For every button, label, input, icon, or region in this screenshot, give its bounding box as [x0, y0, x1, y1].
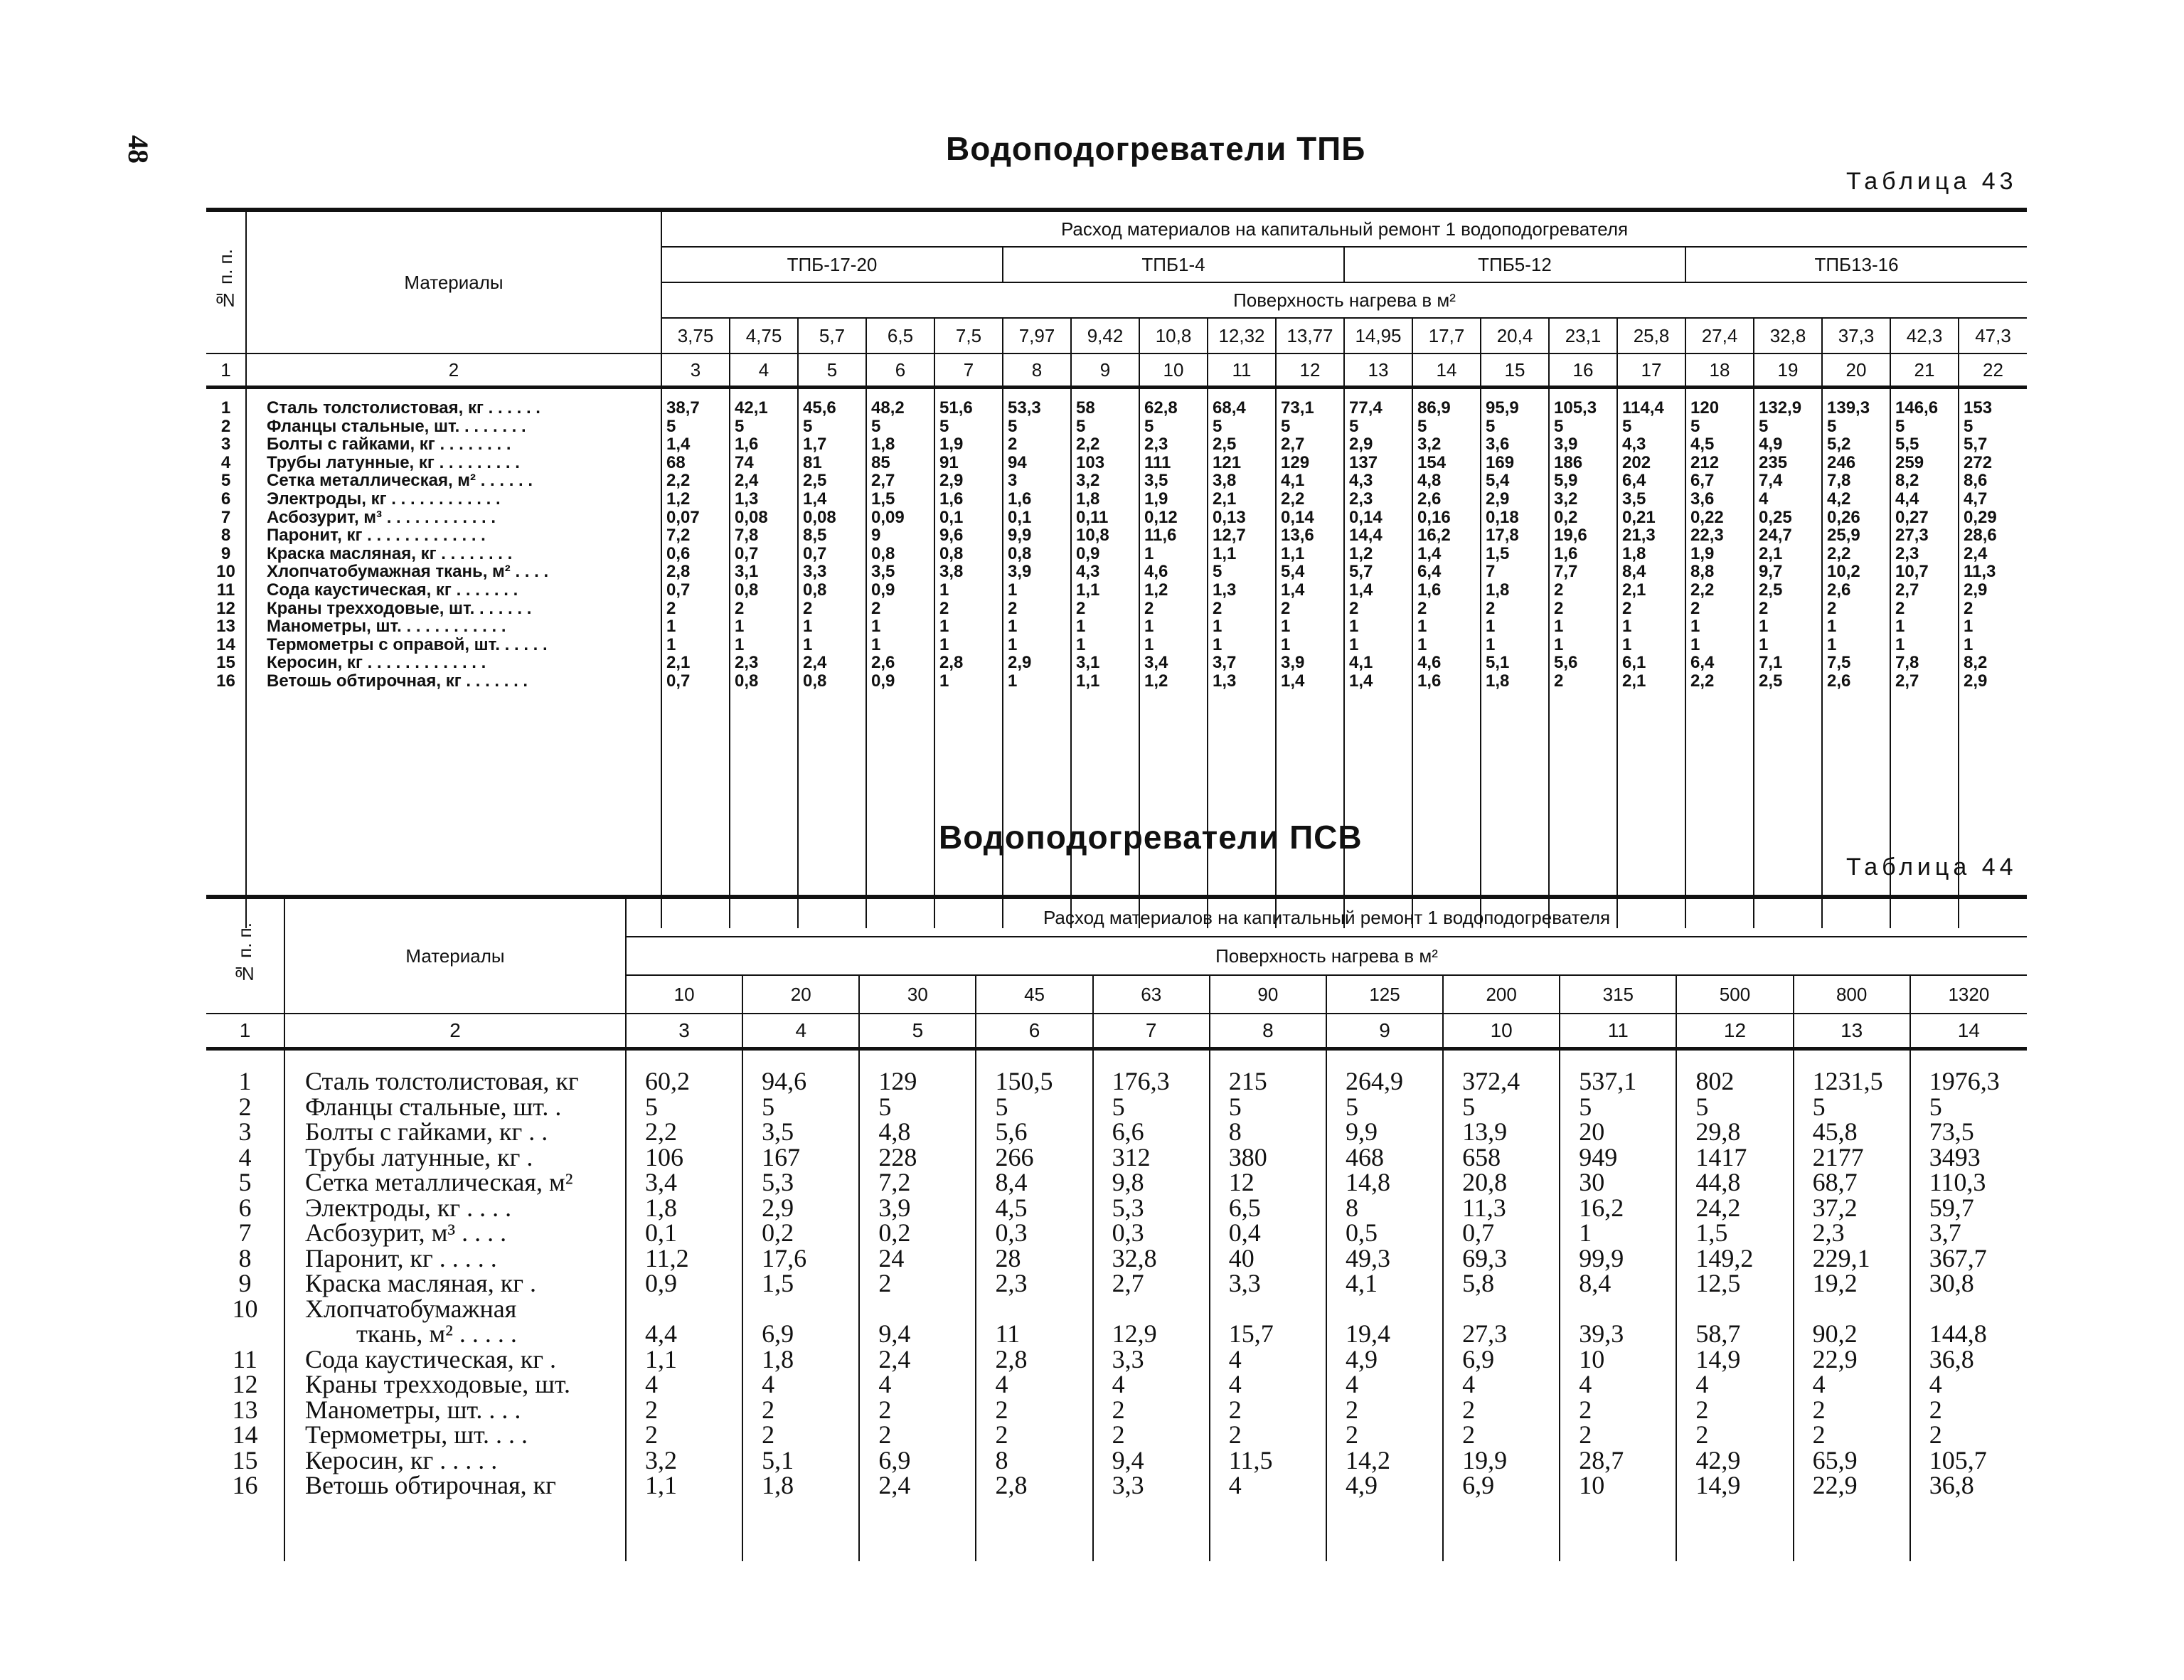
value-column: 150,5 5 5,6 266 8,4 4,5 0,3 28 2,3 11 2,8 4 2 2 8 2,8: [976, 1049, 1092, 1561]
value-column: 1976,3 5 73,5 3493 110,3 59,7 3,7 367,7 30,8 144,8 36,8 4 2 2 105,7 36,8: [1910, 1049, 2027, 1561]
column-number: 12: [1676, 1014, 1793, 1049]
surface-value: 45: [976, 975, 1092, 1014]
column-number: 16: [1549, 353, 1617, 388]
value-column: 45,6 5 1,7 81 2,5 1,4 0,08 8,5 0,7 3,3 0,8 2 1 1 2,4 0,8: [798, 388, 866, 928]
surface-value: 63: [1093, 975, 1210, 1014]
column-number: 5: [798, 353, 866, 388]
surface-value: 1320: [1910, 975, 2027, 1014]
column-number: 14: [1412, 353, 1481, 388]
column-number: 7: [934, 353, 1003, 388]
column-number: 22: [1959, 353, 2027, 388]
consumption-header: Расход материалов на капитальный ремонт 1 водоподогревателя: [626, 897, 2027, 937]
value-column: 38,7 5 1,4 68 2,2 1,2 0,07 7,2 0,6 2,8 0,7 2 1 1 2,1 0,7: [661, 388, 730, 928]
surface-value: 200: [1443, 975, 1560, 1014]
surface-value: 315: [1560, 975, 1676, 1014]
surface-value: 14,95: [1344, 318, 1412, 353]
materials-list: Сталь толстолистовая, кг Фланцы стальные, шт. . Болты с гайками, кг . . Трубы латунные, кг . Сетка металлическая, м² Электроды, кг . . . . Асбозурит, м³ . . . . Паронит, кг . . . . . Краска масляная, кг . Хлопчатобумажная ткань, м² . . . . . Сода каустическая, кг . Краны трехходовые, шт. Манометры, шт. . . . Термометры, шт. . . . Керосин, кг . . . . . Ветошь обтирочная, кг: [284, 1049, 626, 1561]
value-column: 146,6 5 5,5 259 8,2 4,4 0,27 27,3 2,3 10,7 2,7 2 1 1 7,8 2,7: [1890, 388, 1959, 928]
column-number: 14: [1910, 1014, 2027, 1049]
surface-value: 500: [1676, 975, 1793, 1014]
value-column: 73,1 5 2,7 129 4,1 2,2 0,14 13,6 1,1 5,4 1,4 2 1 1 3,9 1,4: [1276, 388, 1344, 928]
surface-value: 10: [626, 975, 742, 1014]
surface-value: 32,8: [1754, 318, 1822, 353]
row-numbers: 1 2 3 4 5 6 7 8 9 10 11 12 13 14 15 16: [232, 1067, 258, 1499]
value-column: 132,9 5 4,9 235 7,4 4 0,25 24,7 2,1 9,7 2,5 2 1 1 7,1 2,5: [1754, 388, 1822, 928]
surface-value: 42,3: [1890, 318, 1959, 353]
surface-value: 125: [1326, 975, 1443, 1014]
column-number: 8: [1210, 1014, 1326, 1049]
surface-value: 12,32: [1208, 318, 1276, 353]
surface-header: Поверхность нагрева в м²: [626, 937, 2027, 975]
surface-value: 5,7: [798, 318, 866, 353]
group-header: ТПБ5-12: [1344, 247, 1685, 282]
materials-header: Материалы: [246, 210, 661, 353]
group-header: ТПБ-17-20: [661, 247, 1003, 282]
column-number: 6: [866, 353, 934, 388]
value-column: 129 5 4,8 228 7,2 3,9 0,2 24 2 9,4 2,4 4 2 2 6,9 2,4: [859, 1049, 976, 1561]
surface-value: 27,4: [1685, 318, 1754, 353]
value-column: 53,3 5 2 94 3 1,6 0,1 9,9 0,8 3,9 1 2 1 1 2,9 1: [1003, 388, 1071, 928]
value-column: 60,2 5 2,2 106 3,4 1,8 0,1 11,2 0,9 4,4 1,1 4 2 2 3,2 1,1: [626, 1049, 742, 1561]
materials-list: Сталь толстолистовая, кг . . . . . . Фланцы стальные, шт. . . . . . . . Болты с гайками, кг . . . . . . . . Трубы латунные, кг . . . . . . . . . Сетка металлическая, м² . . . . . . Электроды, кг . . . . . . . . . . . . Асбозурит, м³ . . . . . . . . . . . . Паронит, кг . . . . . . . . . . . . . Краска масляная, кг . . . . . . . . Хлопчатобумажная ткань, м² . . . . Сода каустическая, кг . . . . . . . Краны трехходовые, шт. . . . . . . Манометры, шт. . . . . . . . . . . . Термометры с оправой, шт. . . . . . Керосин, кг . . . . . . . . . . . . . Ветошь обтирочная, кг . . . . . . .: [246, 388, 661, 928]
surface-value: 10,8: [1139, 318, 1208, 353]
value-column: 68,4 5 2,5 121 3,8 2,1 0,13 12,7 1,1 5 1,3 2 1 1 3,7 1,3: [1208, 388, 1276, 928]
column-number: 10: [1443, 1014, 1560, 1049]
value-column: 105,3 5 3,9 186 5,9 3,2 0,2 19,6 1,6 7,7 2 2 1 1 5,6 2: [1549, 388, 1617, 928]
value-column: 48,2 5 1,8 85 2,7 1,5 0,09 9 0,8 3,5 0,9 2 1 1 2,6 0,9: [866, 388, 934, 928]
column-number: 17: [1617, 353, 1685, 388]
column-number: 10: [1139, 353, 1208, 388]
surface-value: 37,3: [1822, 318, 1890, 353]
value-column: 139,3 5 5,2 246 7,8 4,2 0,26 25,9 2,2 10,2 2,6 2 1 1 7,5 2,6: [1822, 388, 1890, 928]
surface-value: 25,8: [1617, 318, 1685, 353]
column-number: 13: [1794, 1014, 1910, 1049]
value-column: 264,9 5 9,9 468 14,8 8 0,5 49,3 4,1 19,4 4,9 4 2 2 14,2 4,9: [1326, 1049, 1443, 1561]
value-column: 215 5 8 380 12 6,5 0,4 40 3,3 15,7 4 4 2 2 11,5 4: [1210, 1049, 1326, 1561]
table43-label: Таблица 43: [1846, 168, 2018, 195]
value-column: 42,1 5 1,6 74 2,4 1,3 0,08 7,8 0,7 3,1 0,8 2 1 1 2,3 0,8: [730, 388, 798, 928]
value-column: 114,4 5 4,3 202 6,4 3,5 0,21 21,3 1,8 8,4 2,1 2 1 1 6,1 2,1: [1617, 388, 1685, 928]
surface-value: 9,42: [1071, 318, 1139, 353]
surface-value: 20,4: [1481, 318, 1549, 353]
surface-value: 90: [1210, 975, 1326, 1014]
surface-value: 4,75: [730, 318, 798, 353]
table43-heading: Водоподогреватели ТПБ: [946, 130, 1366, 167]
column-number: 2: [284, 1014, 626, 1049]
column-number: 6: [976, 1014, 1092, 1049]
value-column: 62,8 5 2,3 111 3,5 1,9 0,12 11,6 1 4,6 1,2 2 1 1 3,4 1,2: [1139, 388, 1208, 928]
value-column: 51,6 5 1,9 91 2,9 1,6 0,1 9,6 0,8 3,8 1 2 1 1 2,8 1: [934, 388, 1003, 928]
materials-header: Материалы: [284, 897, 626, 1014]
value-column: 1231,5 5 45,8 2177 68,7 37,2 2,3 229,1 19,2 90,2 22,9 4 2 2 65,9 22,9: [1794, 1049, 1910, 1561]
surface-value: 30: [859, 975, 976, 1014]
surface-value: 6,5: [866, 318, 934, 353]
column-number: 1: [206, 353, 246, 388]
column-number: 7: [1093, 1014, 1210, 1049]
column-number: 9: [1326, 1014, 1443, 1049]
surface-value: 17,7: [1412, 318, 1481, 353]
column-number: 9: [1071, 353, 1139, 388]
surface-value: 7,97: [1003, 318, 1071, 353]
np-header: № п. п.: [206, 897, 284, 1014]
column-number: 2: [246, 353, 661, 388]
table44-heading: Водоподогреватели ПСВ: [939, 819, 1363, 856]
value-column: 95,9 5 3,6 169 5,4 2,9 0,18 17,8 1,5 7 1,8 2 1 1 5,1 1,8: [1481, 388, 1549, 928]
column-number: 5: [859, 1014, 976, 1049]
np-header: № п. п.: [206, 210, 246, 353]
surface-value: 3,75: [661, 318, 730, 353]
column-number: 20: [1822, 353, 1890, 388]
value-column: 372,4 5 13,9 658 20,8 11,3 0,7 69,3 5,8 27,3 6,9 4 2 2 19,9 6,9: [1443, 1049, 1560, 1561]
value-column: 77,4 5 2,9 137 4,3 2,3 0,14 14,4 1,2 5,7 1,4 2 1 1 4,1 1,4: [1344, 388, 1412, 928]
column-number: 19: [1754, 353, 1822, 388]
surface-value: 800: [1794, 975, 1910, 1014]
value-column: 94,6 5 3,5 167 5,3 2,9 0,2 17,6 1,5 6,9 1,8 4 2 2 5,1 1,8: [742, 1049, 859, 1561]
column-number: 21: [1890, 353, 1959, 388]
value-column: 58 5 2,2 103 3,2 1,8 0,11 10,8 0,9 4,3 1,1 2 1 1 3,1 1,1: [1071, 388, 1139, 928]
page-number: 48: [122, 135, 154, 164]
value-column: 153 5 5,7 272 8,6 4,7 0,29 28,6 2,4 11,3 2,9 2 1 1 8,2 2,9: [1959, 388, 2027, 928]
surface-value: 20: [742, 975, 859, 1014]
value-column: 176,3 5 6,6 312 9,8 5,3 0,3 32,8 2,7 12,9 3,3 4 2 2 9,4 3,3: [1093, 1049, 1210, 1561]
table44: [206, 895, 2027, 1561]
consumption-header: Расход материалов на капитальный ремонт 1 водоподогревателя: [661, 210, 2027, 247]
column-number: 18: [1685, 353, 1754, 388]
column-number: 13: [1344, 353, 1412, 388]
column-number: 3: [661, 353, 730, 388]
table44-label: Таблица 44: [1846, 854, 2018, 881]
column-number: 8: [1003, 353, 1071, 388]
surface-value: 7,5: [934, 318, 1003, 353]
column-number: 11: [1208, 353, 1276, 388]
column-number: 11: [1560, 1014, 1676, 1049]
column-number: 12: [1276, 353, 1344, 388]
value-column: 802 5 29,8 1417 44,8 24,2 1,5 149,2 12,5 58,7 14,9 4 2 2 42,9 14,9: [1676, 1049, 1793, 1561]
surface-value: 13,77: [1276, 318, 1344, 353]
group-header: ТПБ13-16: [1685, 247, 2027, 282]
column-number: 1: [206, 1014, 284, 1049]
column-number: 3: [626, 1014, 742, 1049]
value-column: 537,1 5 20 949 30 16,2 1 99,9 8,4 39,3 10 4 2 2 28,7 10: [1560, 1049, 1676, 1561]
surface-value: 23,1: [1549, 318, 1617, 353]
value-column: 120 5 4,5 212 6,7 3,6 0,22 22,3 1,9 8,8 2,2 2 1 1 6,4 2,2: [1685, 388, 1754, 928]
value-column: 86,9 5 3,2 154 4,8 2,6 0,16 16,2 1,4 6,4 1,6 2 1 1 4,6 1,6: [1412, 388, 1481, 928]
column-number: 15: [1481, 353, 1549, 388]
group-header: ТПБ1-4: [1003, 247, 1344, 282]
surface-value: 47,3: [1959, 318, 2027, 353]
column-number: 4: [730, 353, 798, 388]
column-number: 4: [742, 1014, 859, 1049]
row-numbers: 1 2 3 4 5 6 7 8 9 10 11 12 13 14 15 16: [216, 398, 235, 691]
surface-header: Поверхность нагрева в м²: [661, 282, 2027, 318]
